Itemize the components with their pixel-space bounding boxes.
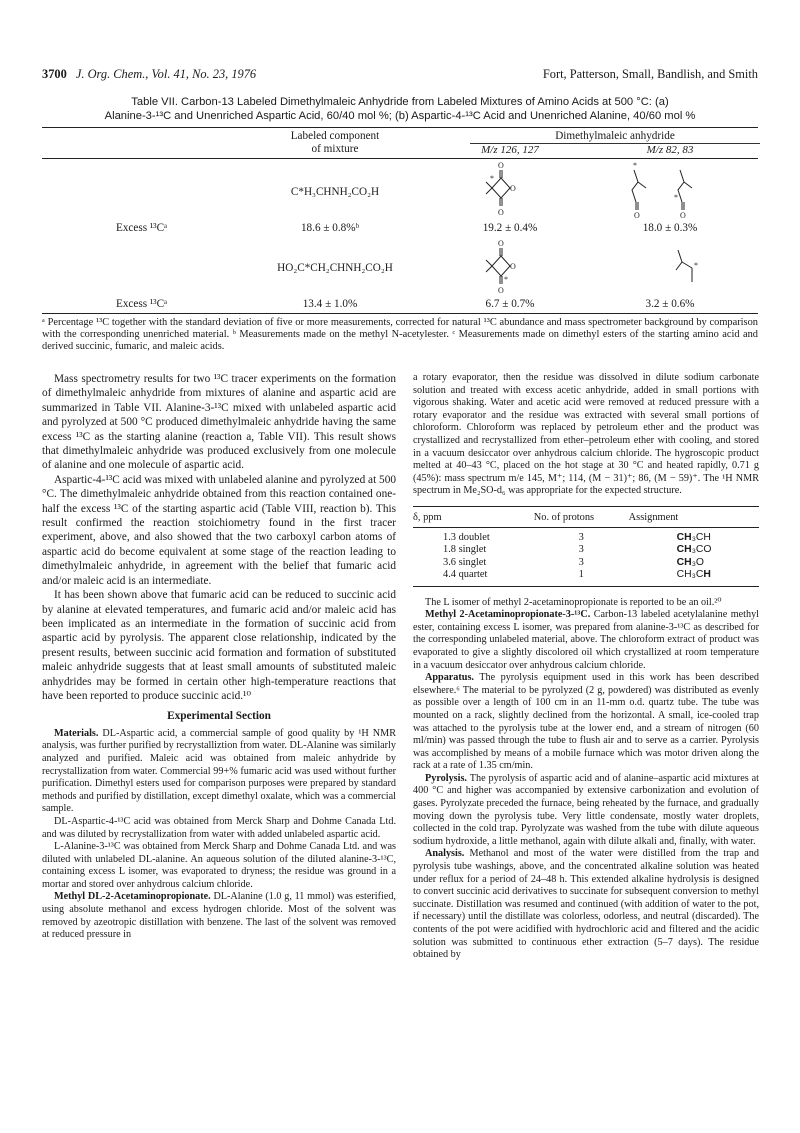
table-row: 3.6 singlet 3 CH₃O — [443, 556, 705, 568]
table-row: 1.3 doublet 3 CH₃CH — [443, 531, 711, 543]
row2-value-mz126: 6.7 ± 0.7% — [485, 298, 535, 310]
nmr-head-assignment: Assignment — [629, 506, 759, 527]
paragraph-fumaric-reduction: It has been shown above that fumaric acid can be reduced to succinic acid by alanine at elevated temperatures, and fumaric acid and/or maleic acid has been implicated as an intermediate in the formation of succinic acid from aspartic acid by pyrolysis. The apparent close relationship, indicated by the present results, between succinic acid formation and formation of substituted maleic anhydride suggests that at least small amounts of substituted maleic anhydrides may be formed in certain other high-temperature reactions that have been reported to produce succinic acid.¹⁰ — [42, 589, 396, 702]
struct-2b-star: * — [674, 193, 678, 202]
paragraph-analysis: Analysis. Methanol and most of the water were distilled from the trap and pyrolysis tube washings, above, and the concentrated alkaline solution was heated under reflux for a period of 24–48 h. This extended alkaline hydrolysis is designed to convert succinic acid derivatives to succinate for subsequent conversion to methyl succinate. Distillation was resumed and continued (with addition of water to the pot, if necessary) until the distillate was colorless, odorless, and neutral (discarded). The contents of the pot were acidified with hydrochloric acid and filtered and the acidic solution was submitted to continuous ether extraction (5–7 days). The residue obtained by — [413, 848, 759, 961]
paragraph-aspartic-13c: DL-Aspartic-4-¹³C acid was obtained from Merck Sharp and Dohme Canada Ltd. and was diluted by recrystallization from water with added unlabeled aspartic acid. — [42, 815, 396, 840]
nmr-table — [413, 506, 759, 587]
row1-value-mz126: 19.2 ± 0.4% — [482, 222, 538, 234]
struct-1-o-bottom: O — [498, 208, 504, 217]
paragraph-apparatus: Apparatus. The pyrolysis equipment used in this work has been described elsewhere.⁶ The material to be pyrolyzed (2 g, powdered) was distributed as evenly as possible over a length of 100 cm in an 11-mm o.d. quartz tube. The tube was mounted on a rack, slightly declined from the horizontal. A small, ice-cooled trap was attached to the pyrolysis tube at the lower end, and a stream of nitrogen (60 ml/min) was passed through the tube to flush air and to serve as a carrier. Pyrolysis was accomplished by means of a mobile furnace which was motor driven along the rack at a rate of 1.35 cm/min. — [413, 672, 759, 772]
paragraph-methyl-acetaminopropionate: Methyl DL-2-Acetaminopropionate. DL-Alanine (1.0 g, 11 mmol) was esterified, using absolute methanol and excess hydrogen chloride. Most of the solvent was removed by azeotropic distillation with benzene. The last of the solvent was removed at reduced pressure in — [42, 891, 396, 941]
table-caption — [42, 96, 758, 123]
table-head-rule — [42, 158, 758, 159]
struct-1-star: * — [490, 174, 494, 183]
struct-2a-star: * — [633, 161, 637, 170]
subhead-mz-126: M/z 126, 127 — [481, 144, 539, 156]
table-bottom-rule — [42, 313, 758, 314]
left-column — [42, 372, 396, 942]
struct-1-o-ring: O — [510, 184, 516, 193]
paragraph-methyl-13c: Methyl 2-Acetaminopropionate-3-¹³C. Carbon-13 labeled acetylalanine methyl ester, containing excess L isomer, was prepared from alanine-3-¹³C as described for the corresponding unlabeled material, above. The chloroform extract of product was evaporated to give a slightly discolored oil which crystallized at room temperature in a vacuum desiccator over anhydrous calcium chloride. — [413, 609, 760, 671]
anhydride-structure-2 — [486, 238, 526, 296]
table-row: 1.8 singlet 3 CH₃CO — [443, 544, 712, 556]
row1-label: Excess ¹³Cᵃ — [116, 222, 168, 234]
row1-compound: C*H₃CHNH₂CO₂H — [290, 186, 380, 198]
row2-value-labeled: 13.4 ± 1.0% — [302, 298, 358, 310]
succinic-structures-1 — [624, 162, 714, 218]
caption-line-2: Alanine-3-¹³C and Unenriched Aspartic Acid, 60/40 mol %; (b) Aspartic-4-¹³C Acid and Unenriched Alanine, 40/60 mol % — [104, 109, 696, 122]
journal-citation: J. Org. Chem., Vol. 41, No. 23, 1976 — [75, 67, 257, 81]
table-top-rule — [42, 127, 758, 128]
col-head-product: Dimethylmaleic anhydride — [555, 130, 675, 142]
struct-3-o-ring: O — [510, 262, 516, 271]
paragraph-l-isomer: The L isomer of methyl 2-acetaminopropionate is reported to be an oil.²⁰ — [425, 596, 722, 608]
authors: Fort, Patterson, Small, Bandlish, and Smith — [542, 67, 758, 81]
row2-label: Excess ¹³Cᵃ — [116, 298, 168, 310]
running-header — [42, 67, 758, 83]
right-column — [413, 372, 759, 962]
succinic-structure-2 — [676, 240, 716, 290]
anhydride-structure-1 — [486, 160, 526, 218]
paragraph-materials: Materials. DL-Aspartic acid, a commercial sample of good quality by ¹H NMR analysis, was further purified by recrystalliztion from water. DL-Alanine was similarly analyzed and purified. Maleic acid was obtained from maleic anhydride by recrystallization from water. Commercial 99+% fumaric acid was used without further purification. Dimethyl esters used for comparison purposes were prepared by standard methods and purified by distillation, except dimethyl oxalate, which was a commercial sample. — [42, 727, 396, 815]
table-footnote: ᵃ Percentage ¹³C together with the standard deviation of five or more measurements, corrected for natural ¹³C abundance and mass spectrometer background by comparison with the corresponding unenriched material. ᵇ Measurements made on the methyl N-acetylester. ᶜ Measurements made on dimethyl esters of the starting amino acid and derived succinic, fumaric, and maleic acids. — [42, 317, 758, 353]
row1-value-labeled: 18.6 ± 0.8%ᵇ — [300, 222, 360, 234]
struct-3-star: * — [504, 275, 508, 284]
nmr-head-protons: No. of protons — [534, 506, 629, 527]
paragraph-tracer-results: Mass spectrometry results for two ¹³C tracer experiments on the formation of dimethylmaleic anhydride from mixtures of alanine and aspartic acid are summarized in Table VII. Alanine-3-¹³C mixed with unlabeled aspartic acid and pyrolyzed at 500 °C produced dimethylmaleic anhydride having the same excess ¹³C as the starting alanine (reaction a, Table VII). This result shows that dimethylmaleic anhydride was produced exclusively from one molecule of alanine and one molecule of aspartic acid. — [42, 373, 396, 472]
subhead-mz-82: M/z 82, 83 — [646, 144, 694, 156]
paragraph-evaporation: a rotary evaporator, then the residue was dissolved in dilute sodium carbonate solution and treated with excess acetic anhydride, added in small portions with vigorous shaking. Water and acetic acid were removed at reduced pressure with a rotary evaporator and the residue was extracted with several small portions of chloroform. Chloroform was replaced by petroleum ether and the product was crystallized and recrystallized from ether–petroleum ether with cooling, and stored in a vacuum desiccator over anhydrous calcium chloride. The hygroscopic product melted at 40–43 °C, placed on the hot stage at 30 °C and heated rapidly, 0.71 g (45%): mass spectrum m/e 145, M⁺; 114, (M − 31)⁺; 86, (M − 59)⁺. The ¹H NMR spectrum in Me₂SO-d₆ was appropriate for the expected structure. — [413, 372, 759, 497]
caption-line-1: Table VII. Carbon-13 Labeled Dimethylmaleic Anhydride from Labeled Mixtures of Amino Acids at 500 °C: (a) — [131, 96, 669, 108]
nmr-head-delta: δ, ppm — [413, 506, 534, 527]
paragraph-alanine-13c: L-Alanine-3-¹³C was obtained from Merck Sharp and Dohme Canada Ltd. and was diluted with unlabeled DL-alanine. An aqueous solution of the diluted alanine-3-¹³C, containing excess L isomer, was evaporated to dryness; the residue was ground in a mortar and stored over anhydrous calcium chloride. — [42, 841, 396, 890]
struct-3-o-top: O — [498, 239, 504, 248]
struct-3-o-bottom: O — [498, 286, 504, 295]
row2-compound: HO₂C*CH₂CHNH₂CO₂H — [277, 262, 393, 274]
col-head-labeled: Labeled component of mixture — [290, 130, 380, 155]
struct-2a-o: O — [634, 211, 640, 220]
row2-value-mz82: 3.2 ± 0.6% — [645, 298, 695, 310]
paragraph-pyrolysis: Pyrolysis. The pyrolysis of aspartic acid and of alanine–aspartic acid mixtures at 400 °C and higher was accompanied by extensive carbonization and evolution of gases. Pyrolyzate preceded the furnace, being reheated by the furnace, and gradually moving down the pyrolysis tube. Very little condensate, mostly water droplets, collected in the cold trap. Pyrolyzate was washed from the tube with dilute aqueous sodium hydroxide, a little methanol, again with dilute alkali and, finally, with water. — [413, 772, 759, 847]
row1-value-mz82: 18.0 ± 0.3% — [642, 222, 698, 234]
struct-4-star: * — [694, 261, 698, 270]
table-row: 4.4 quartet 1 CH₃CH — [413, 569, 759, 586]
section-title: Experimental Section — [167, 710, 271, 723]
page-number: 3700 — [42, 67, 67, 81]
struct-1-o-top: O — [498, 161, 504, 170]
paragraph-aspartic-labeled: Aspartic-4-¹³C acid was mixed with unlabeled alanine and pyrolyzed at 500 °C. The dimethylmaleic anhydride obtained from this reaction contained one-half the excess ¹³C of the starting aspartic acid (Table VIII, reaction b). This result confirmed the reaction stoichiometry found in the first tracer experiment, above, and also showed that the two carboxyl carbon atoms of aspartic acid do become equivalent at some stage of the reaction leading to dimethylmaleic anhydride, in agreement with the belief that fumaric acid and/or maleic acid is an intermediate. — [42, 473, 396, 587]
struct-2b-o: O — [680, 211, 686, 220]
